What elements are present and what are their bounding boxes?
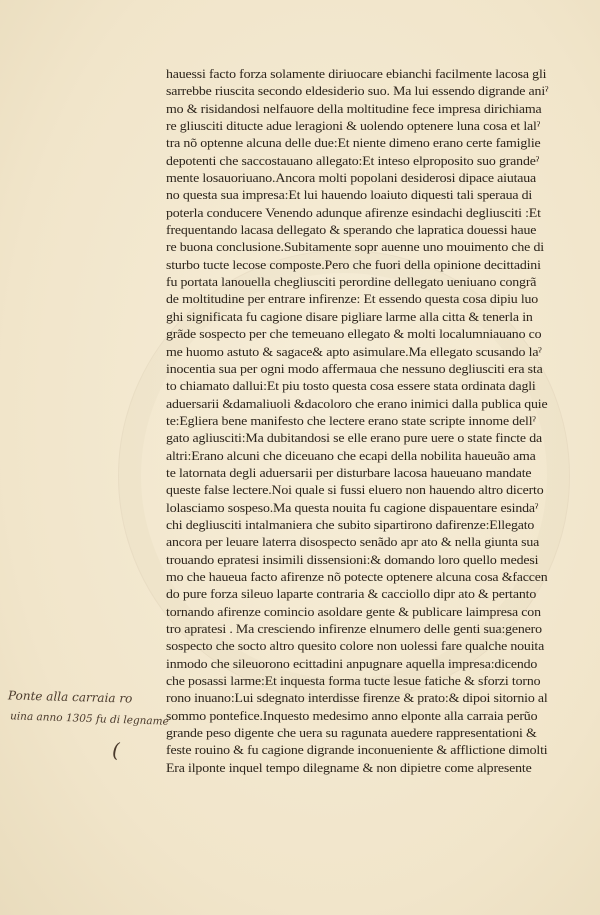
text-line: inmodo che sileuorono ecittadini anpugnare aquella impresa:dicendo [166, 656, 538, 671]
text-line: inocentia sua per ogni modo affermaua che nessuno degliusciti era sta [166, 361, 543, 376]
text-line: hauessi facto forza solamente diriuocare ebianchi facilmente lacosa gli [166, 67, 547, 81]
text-line: grãde sospecto per che temeuano ellegato & molti localumniauano co [166, 327, 542, 342]
text-line: poterla conducere Venendo adunque afirenze esindachi degliusciti :Et [166, 205, 541, 220]
text-line: lolasciamo sospeso.Ma questa nouita fu cagione dispauentare esindaˀ [166, 500, 539, 515]
text-line: altri:Erano alcuni che diceuano che ecapi della nobilita haueuão ama [166, 448, 536, 463]
text-line: tornando afirenze comincio asoldare gente & publicare laimpresa con [166, 604, 541, 619]
text-line: re buona conclusione.Subitamente sopr auenne uno mouimento che di [166, 240, 544, 255]
marginal-bracket-mark: ( [112, 738, 120, 762]
text-line: sarrebbe riuscita secondo eldesiderio suo. Ma lui essendo digrande aniˀ [166, 84, 549, 99]
text-line: aduersarii &damaliuoli &dacoloro che erano inimici dalla publica quie [166, 396, 548, 411]
text-line: sospecto che socto altro quesito colore non uolessi fare qualche nouita [166, 639, 545, 654]
text-line: mo che haueua facto afirenze nõ potecte optenere alcuna cosa &faccen [166, 569, 548, 584]
main-text-block [166, 66, 558, 777]
text-line: gato agliusciti:Ma dubitandosi se elle erano pure uere o state fincte da [166, 431, 542, 446]
text-line: fu portata lanouella chegliusciti perordine dellegato ueniuano congrã [166, 275, 537, 290]
marginal-note: Ponte alla carraia ro [7, 688, 133, 706]
text-line: te:Egliera bene manifesto che lectere erano state scripte innome dellˀ [166, 413, 536, 428]
text-line: mente losauoriuano.Ancora molti popolani desiderosi dipace aiutaua [166, 171, 537, 186]
text-line: grande peso digente che uera su ragunata auedere rappresentationi & [166, 726, 537, 741]
text-line: rono inuano:Lui sdegnato interdisse firenze & prato:& dipoi sitornio al [166, 691, 548, 706]
text-line: me huomo astuto & sagace& apto asimulare.Ma ellegato scusando laˀ [166, 344, 542, 359]
text-line: te latornata degli aduersarii per disturbare lacosa haueuano mandate [166, 465, 532, 480]
text-line: no questa sua impresa:Et lui hauendo loaiuto diquesti tali speraua di [166, 188, 533, 203]
text-line: ghi significata fu cagione disare pigliare larme alla citta & tenerla in [166, 309, 533, 324]
text-line: feste rouino & fu cagione digrande inconueniente & afflictione dimolti [166, 743, 548, 758]
text-line: queste false lectere.Noi quale si fussi eluero non hauendo altro dicerto [166, 483, 544, 498]
text-line: de moltitudine per entrare infirenze: Et essendo questa cosa dipiu luo [166, 292, 539, 307]
text-line: sturbo tucte lecose composte.Pero che fuori della opinione decittadini [166, 257, 541, 272]
text-line: mo & risidandosi nelfauore della moltitudine fece impresa dirichiama [166, 101, 542, 116]
text-line: depotenti che saccostauano allegato:Et inteso elproposito suo grandeˀ [166, 153, 539, 168]
text-line: frequentando lacasa dellegato & sperando che lapratica douessi haue [166, 223, 537, 238]
text-line: che posassi larme:Et inquesta forma tucte lesue fatiche & sforzi torno [166, 674, 541, 689]
text-line: trouando epratesi insimili dissensioni:& domando loro quello medesi [166, 552, 539, 567]
text-line: chi degliusciti intalmaniera che subito sipartirono dafirenze:Ellegato [166, 517, 535, 532]
text-line: tro apratesi . Ma cresciendo infirenze elnumero delle genti sua:genero [166, 622, 542, 636]
text-line: tra nõ optenne alcuna delle due:Et niente dimeno erano certe famiglie [166, 136, 541, 151]
text-line: re gliusciti ditucte adue leragioni & uolendo optenere luna cosa et lalˀ [166, 119, 541, 134]
marginal-note: uina anno 1305 fu di legname [9, 710, 170, 728]
text-line: to chiamato dallui:Et piu tosto questa cosa essere stata ordinata dagli [166, 379, 536, 394]
text-line: Era ilponte inquel tempo dilegname & non dipietre come alpresente [166, 760, 532, 775]
text-line: do pure forza sileuo laparte contraria & cacciollo dipr ato & pertanto [166, 587, 537, 602]
text-line: sommo pontefice.Inquesto medesimo anno elponte alla carraia perũo [166, 708, 538, 723]
text-line: ancora per leuare laterra disospecto senãdo apr ato & nella giunta sua [166, 535, 540, 550]
